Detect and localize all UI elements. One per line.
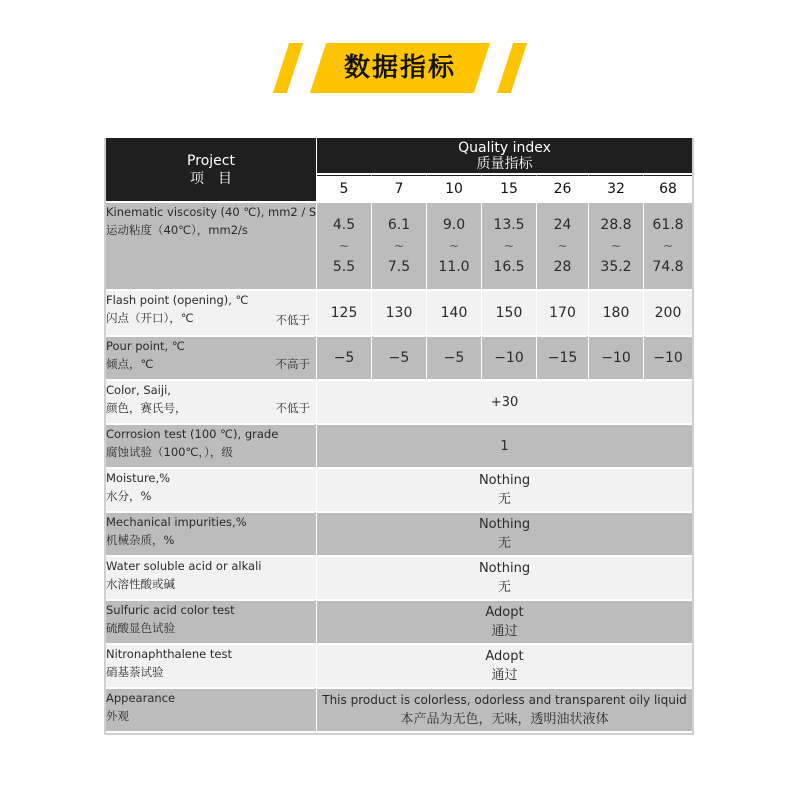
value-en: This product is colorless, odorless and transparent oily liquid — [322, 693, 687, 707]
grade-header: 5 — [317, 175, 372, 203]
value-en: Adopt — [485, 605, 524, 620]
value-en: Adopt — [485, 649, 524, 664]
row-label-zh: 腐蚀试验（100℃，），级 — [106, 445, 233, 459]
table-row — [106, 513, 692, 557]
row-label-zh: 水分，% — [106, 489, 152, 503]
value-cell: −5 — [427, 337, 482, 381]
spec-table — [104, 138, 694, 735]
row-label — [106, 513, 317, 557]
table-row — [106, 203, 692, 291]
row-note: 不低于 — [275, 401, 310, 415]
range-sep: ~ — [662, 239, 674, 253]
table-row — [106, 601, 692, 645]
value-cell — [589, 203, 644, 291]
range-sep: ~ — [448, 239, 460, 253]
section-banner — [0, 43, 800, 93]
row-label-zh: 倾点，℃ — [106, 357, 154, 371]
table-row — [106, 469, 692, 513]
grade-header: 26 — [537, 175, 589, 203]
grade-header: 15 — [482, 175, 537, 203]
grade-header: 32 — [589, 175, 644, 203]
row-label-en: Water soluble acid or alkali — [106, 559, 262, 573]
grade-header: 7 — [372, 175, 427, 203]
range-max: 11.0 — [438, 259, 470, 275]
table-row — [106, 689, 692, 733]
row-label-zh: 硫酸显色试验 — [106, 621, 175, 635]
table-row — [106, 557, 692, 601]
value-zh: 无 — [498, 492, 512, 507]
value-zh: 通过 — [491, 624, 518, 639]
value-cell: −15 — [537, 337, 589, 381]
range-sep: ~ — [503, 239, 515, 253]
row-label — [106, 557, 317, 601]
value-cell — [317, 203, 372, 291]
value-cell — [317, 601, 692, 645]
range-min: 6.1 — [387, 217, 411, 233]
range-max: 7.5 — [387, 259, 411, 275]
value-en: Nothing — [478, 561, 531, 576]
range-max: 5.5 — [332, 259, 356, 275]
value-en: Nothing — [478, 517, 531, 532]
value-zh: 无 — [498, 536, 512, 551]
row-label-zh: 颜色，赛氏号， — [106, 401, 187, 415]
range-max: 16.5 — [493, 259, 525, 275]
value-cell: −10 — [482, 337, 537, 381]
value-cell: −10 — [589, 337, 644, 381]
value-cell: 130 — [372, 291, 427, 337]
project-header-en: Project — [187, 152, 235, 169]
table-row — [106, 425, 692, 469]
range-min: 13.5 — [493, 217, 525, 233]
range-sep: ~ — [610, 239, 622, 253]
table-row — [106, 645, 692, 689]
value-cell — [644, 203, 692, 291]
value-cell — [427, 203, 482, 291]
header-row — [106, 138, 692, 175]
project-header-zh: 项 目 — [190, 170, 232, 187]
value-cell: −5 — [317, 337, 372, 381]
table-row — [106, 291, 692, 337]
range-min: 4.5 — [332, 217, 356, 233]
value-zh: 无 — [498, 580, 512, 595]
row-label-zh: 外观 — [106, 709, 129, 723]
banner-stripe-left — [273, 43, 303, 93]
value-zh: 通过 — [491, 668, 518, 683]
row-label — [106, 645, 317, 689]
grade-header: 10 — [427, 175, 482, 203]
value-cell — [537, 203, 589, 291]
row-label-en: Moisture,% — [106, 471, 171, 485]
row-label-en: Nitronaphthalene test — [106, 647, 232, 661]
value-cell — [317, 689, 692, 733]
value-cell: 170 — [537, 291, 589, 337]
value-cell: 180 — [589, 291, 644, 337]
value-cell — [317, 469, 692, 513]
row-label-zh: 运动粘度（40℃），mm2/s — [106, 223, 248, 237]
value-cell: −10 — [644, 337, 692, 381]
row-label-zh: 水溶性酸或碱 — [106, 577, 175, 591]
row-label-zh: 硝基萘试验 — [106, 665, 164, 679]
row-label-zh: 机械杂质，% — [106, 533, 175, 547]
section-title: 数据指标 — [343, 53, 456, 83]
row-label-en: Sulfuric acid color test — [106, 603, 235, 617]
range-max: 28 — [553, 259, 572, 275]
value-cell — [372, 203, 427, 291]
banner-stripe-right — [497, 43, 527, 93]
value-cell: 140 — [427, 291, 482, 337]
row-label-en: Appearance — [106, 691, 176, 705]
row-label — [106, 601, 317, 645]
grade-header: 68 — [644, 175, 692, 203]
row-note: 不高于 — [275, 357, 310, 371]
project-header — [106, 138, 317, 203]
row-label-en: Kinematic viscosity (40 ℃), mm2 / S — [106, 205, 316, 219]
quality-header-en: Quality index — [458, 139, 551, 156]
range-min: 61.8 — [652, 217, 684, 233]
row-label-zh: 闪点（开口），℃ — [106, 311, 194, 325]
range-sep: ~ — [338, 239, 350, 253]
range-min: 24 — [553, 217, 572, 233]
row-label-en: Mechanical impurities,% — [106, 515, 247, 529]
row-label-en: Color, Saiji, — [106, 383, 171, 397]
table-row — [106, 381, 692, 425]
value-cell: +30 — [317, 381, 692, 425]
range-min: 9.0 — [442, 217, 466, 233]
row-label — [106, 425, 317, 469]
quality-header-zh: 质量指标 — [476, 155, 533, 172]
table-row — [106, 337, 692, 381]
row-label — [106, 381, 317, 425]
value-cell: 200 — [644, 291, 692, 337]
row-note: 不低于 — [275, 313, 310, 327]
value-cell: 125 — [317, 291, 372, 337]
value-zh: 本产品为无色，无味，透明油状液体 — [400, 712, 609, 727]
value-cell: 150 — [482, 291, 537, 337]
row-label — [106, 203, 317, 291]
row-label — [106, 291, 317, 337]
range-max: 74.8 — [652, 259, 684, 275]
value-cell — [317, 513, 692, 557]
value-cell — [317, 645, 692, 689]
value-cell: −5 — [372, 337, 427, 381]
value-en: Nothing — [478, 473, 531, 488]
row-label-en: Flash point (opening), ℃ — [106, 293, 249, 307]
range-min: 28.8 — [600, 217, 632, 233]
range-sep: ~ — [393, 239, 405, 253]
row-label — [106, 469, 317, 513]
range-sep: ~ — [557, 239, 568, 253]
row-label — [106, 337, 317, 381]
range-max: 35.2 — [600, 259, 632, 275]
quality-index-header — [317, 138, 692, 175]
row-label — [106, 689, 317, 733]
value-cell: 1 — [317, 425, 692, 469]
row-label-en: Pour point, ℃ — [106, 339, 185, 353]
row-label-en: Corrosion test (100 ℃), grade — [106, 427, 279, 441]
value-cell — [317, 557, 692, 601]
value-cell — [482, 203, 537, 291]
